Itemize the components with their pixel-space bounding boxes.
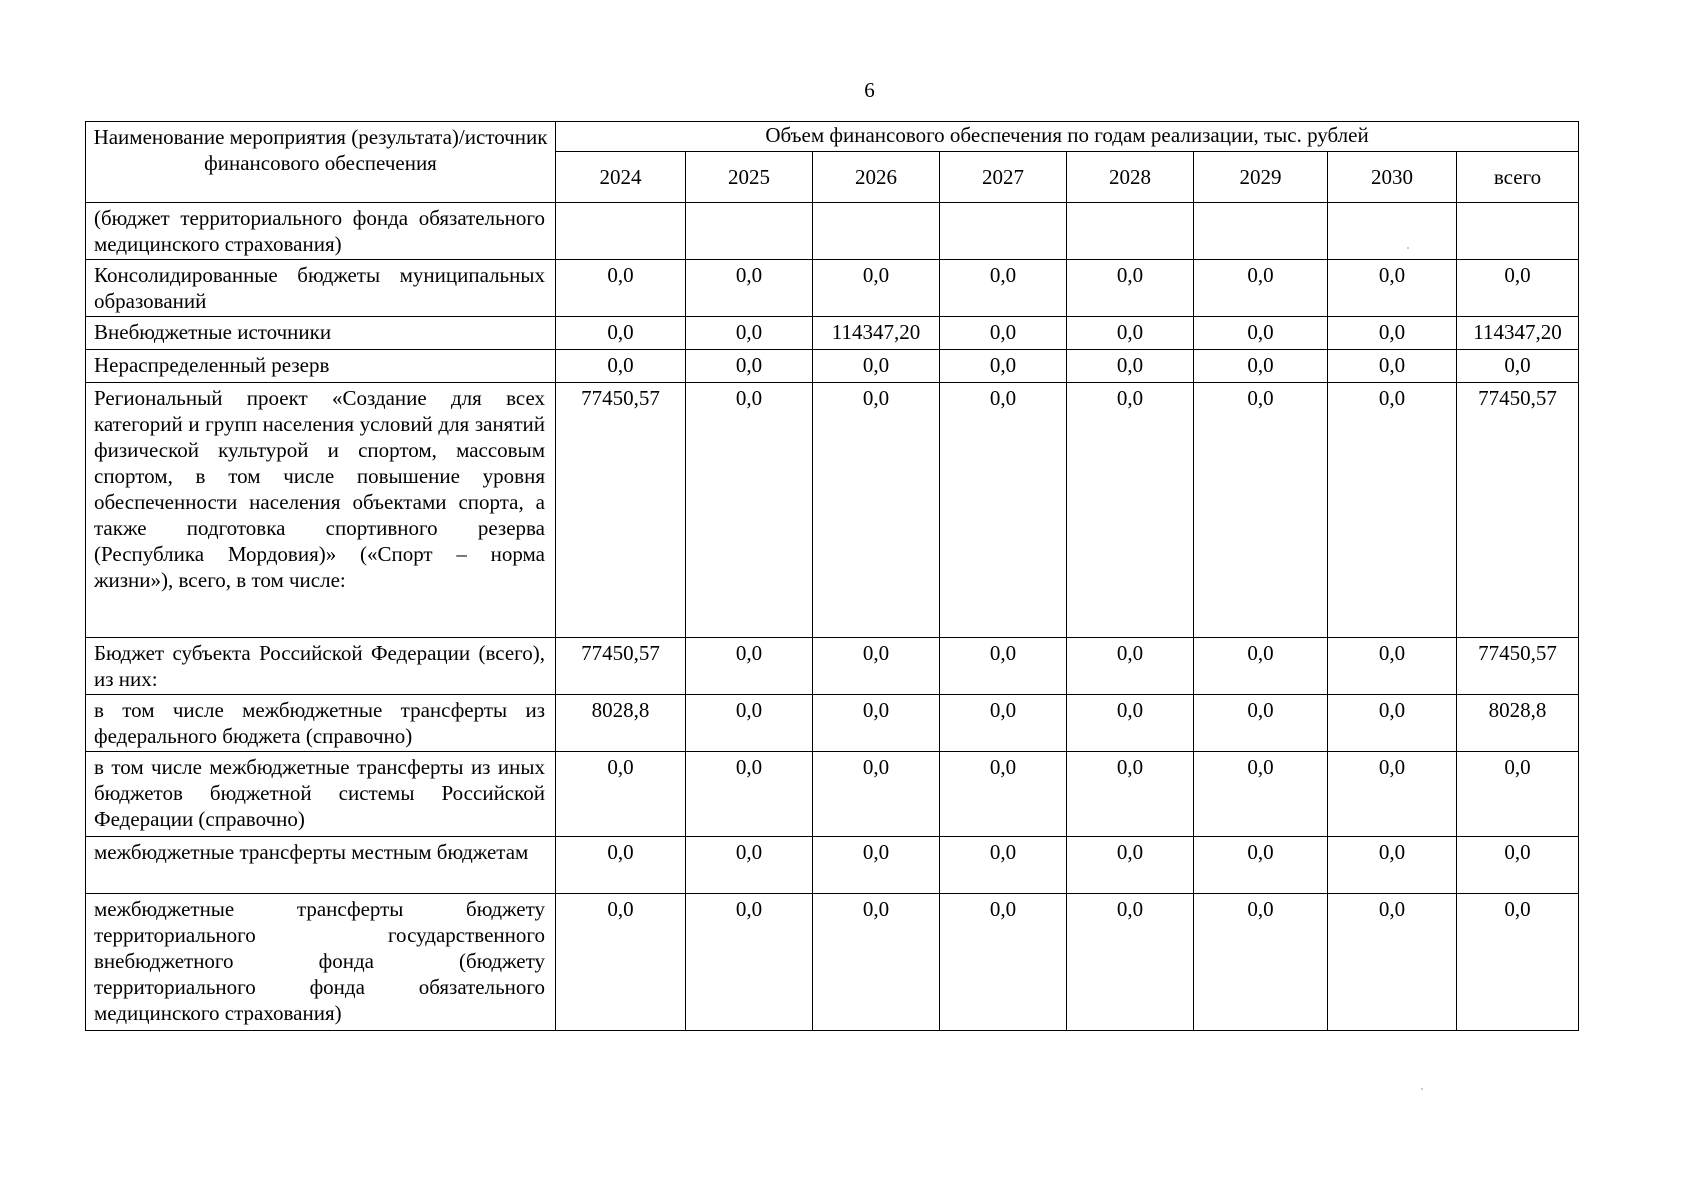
row-value xyxy=(1328,203,1457,260)
row-value: 0,0 xyxy=(1067,317,1194,350)
row-value: 8028,8 xyxy=(1457,695,1579,752)
row-name: (бюджет территориального фонда обязательного медицинского страхования) xyxy=(86,203,556,260)
row-value xyxy=(1194,203,1328,260)
row-value: 0,0 xyxy=(813,260,940,317)
row-value: 0,0 xyxy=(940,752,1067,837)
row-value: 0,0 xyxy=(1457,260,1579,317)
row-value: 0,0 xyxy=(556,752,686,837)
row-value: 0,0 xyxy=(1328,752,1457,837)
row-value: 0,0 xyxy=(556,894,686,1031)
row-value xyxy=(940,203,1067,260)
row-value: 0,0 xyxy=(1194,894,1328,1031)
row-value: 0,0 xyxy=(1457,752,1579,837)
row-value: 0,0 xyxy=(813,638,940,695)
row-value xyxy=(556,203,686,260)
row-value: 114347,20 xyxy=(1457,317,1579,350)
row-value: 0,0 xyxy=(686,752,813,837)
row-value: 0,0 xyxy=(940,837,1067,894)
header-funding-volume: Объем финансового обеспечения по годам реализации, тыс. рублей xyxy=(556,122,1579,152)
row-value: 0,0 xyxy=(1328,638,1457,695)
row-name: Бюджет субъекта Российской Федерации (всего), из них: xyxy=(86,638,556,695)
row-value: 0,0 xyxy=(940,638,1067,695)
row-value: 114347,20 xyxy=(813,317,940,350)
row-value: 0,0 xyxy=(1067,638,1194,695)
row-name: межбюджетные трансферты бюджету территориального государственного внебюджетного фонда (бюджету территориального фонда обязательного медицинского страхования) xyxy=(86,894,556,1031)
table-row xyxy=(86,383,1579,638)
row-value: 0,0 xyxy=(1067,383,1194,638)
table-row xyxy=(86,203,1579,260)
header-name-column: Наименование мероприятия (результата)/источник финансового обеспечения xyxy=(86,122,556,203)
row-value: 77450,57 xyxy=(556,638,686,695)
row-name: Региональный проект «Создание для всех категорий и групп населения условий для занятий физической культурой и спортом, массовым спортом, в том числе повышение уровня обеспеченности населения объектами спорта, а также подготовка спортивного резерва (Республика Мордовия)» («Спорт – норма жизни»), всего, в том числе: xyxy=(86,383,556,638)
row-value: 0,0 xyxy=(940,260,1067,317)
row-value: 0,0 xyxy=(1194,638,1328,695)
row-value: 0,0 xyxy=(556,350,686,383)
row-value: 0,0 xyxy=(686,350,813,383)
row-value: 0,0 xyxy=(813,695,940,752)
row-value: 8028,8 xyxy=(556,695,686,752)
row-value: 0,0 xyxy=(940,383,1067,638)
row-value xyxy=(686,203,813,260)
table-row xyxy=(86,317,1579,350)
row-value: 0,0 xyxy=(686,894,813,1031)
scan-speck xyxy=(1407,247,1409,249)
row-value: 0,0 xyxy=(686,837,813,894)
table-row xyxy=(86,752,1579,837)
row-value: 0,0 xyxy=(1457,350,1579,383)
row-value: 0,0 xyxy=(1194,383,1328,638)
row-value: 0,0 xyxy=(940,350,1067,383)
row-value: 0,0 xyxy=(813,837,940,894)
row-value: 0,0 xyxy=(1194,317,1328,350)
row-value: 0,0 xyxy=(1067,894,1194,1031)
header-year: 2026 xyxy=(813,152,940,203)
row-value: 0,0 xyxy=(686,260,813,317)
row-value xyxy=(1067,203,1194,260)
row-value: 0,0 xyxy=(1457,837,1579,894)
header-year: 2025 xyxy=(686,152,813,203)
row-value: 0,0 xyxy=(1194,260,1328,317)
row-value: 0,0 xyxy=(1328,260,1457,317)
table-row xyxy=(86,695,1579,752)
row-value: 0,0 xyxy=(686,638,813,695)
table-row xyxy=(86,260,1579,317)
row-value: 77450,57 xyxy=(556,383,686,638)
row-value: 0,0 xyxy=(1067,260,1194,317)
table-body xyxy=(86,203,1579,1031)
row-value: 0,0 xyxy=(1328,695,1457,752)
table-row xyxy=(86,638,1579,695)
row-value: 0,0 xyxy=(556,317,686,350)
row-name: в том числе межбюджетные трансферты из федерального бюджета (справочно) xyxy=(86,695,556,752)
row-value: 0,0 xyxy=(1067,350,1194,383)
row-value: 0,0 xyxy=(813,752,940,837)
table-row xyxy=(86,350,1579,383)
header-year: 2028 xyxy=(1067,152,1194,203)
row-value: 0,0 xyxy=(556,837,686,894)
row-value: 0,0 xyxy=(1194,695,1328,752)
row-value xyxy=(1457,203,1579,260)
table-row xyxy=(86,837,1579,894)
row-value: 77450,57 xyxy=(1457,638,1579,695)
row-value xyxy=(813,203,940,260)
row-name: в том числе межбюджетные трансферты из иных бюджетов бюджетной системы Российской Федерации (справочно) xyxy=(86,752,556,837)
financing-table xyxy=(85,121,1579,1031)
row-name: Внебюджетные источники xyxy=(86,317,556,350)
row-value: 0,0 xyxy=(686,383,813,638)
row-value: 0,0 xyxy=(813,894,940,1031)
row-value: 77450,57 xyxy=(1457,383,1579,638)
row-value: 0,0 xyxy=(1328,894,1457,1031)
row-value: 0,0 xyxy=(686,317,813,350)
row-value: 0,0 xyxy=(813,350,940,383)
row-value: 0,0 xyxy=(1067,695,1194,752)
row-value: 0,0 xyxy=(940,894,1067,1031)
header-year: 2030 xyxy=(1328,152,1457,203)
row-value: 0,0 xyxy=(940,695,1067,752)
row-value: 0,0 xyxy=(1194,350,1328,383)
row-value: 0,0 xyxy=(686,695,813,752)
row-value: 0,0 xyxy=(1067,837,1194,894)
row-value: 0,0 xyxy=(1328,837,1457,894)
row-value: 0,0 xyxy=(1194,837,1328,894)
row-name: Нераспределенный резерв xyxy=(86,350,556,383)
row-value: 0,0 xyxy=(1328,350,1457,383)
header-year: 2024 xyxy=(556,152,686,203)
row-value: 0,0 xyxy=(1194,752,1328,837)
row-value: 0,0 xyxy=(1328,383,1457,638)
scan-speck xyxy=(1421,1088,1423,1090)
row-value: 0,0 xyxy=(813,383,940,638)
table-row xyxy=(86,894,1579,1031)
page-number: 6 xyxy=(864,78,875,102)
row-value: 0,0 xyxy=(940,317,1067,350)
header-year: 2029 xyxy=(1194,152,1328,203)
header-total: всего xyxy=(1457,152,1579,203)
row-value: 0,0 xyxy=(556,260,686,317)
row-name: межбюджетные трансферты местным бюджетам xyxy=(86,837,556,894)
row-value: 0,0 xyxy=(1328,317,1457,350)
row-name: Консолидированные бюджеты муниципальных образований xyxy=(86,260,556,317)
header-year: 2027 xyxy=(940,152,1067,203)
row-value: 0,0 xyxy=(1067,752,1194,837)
row-value: 0,0 xyxy=(1457,894,1579,1031)
